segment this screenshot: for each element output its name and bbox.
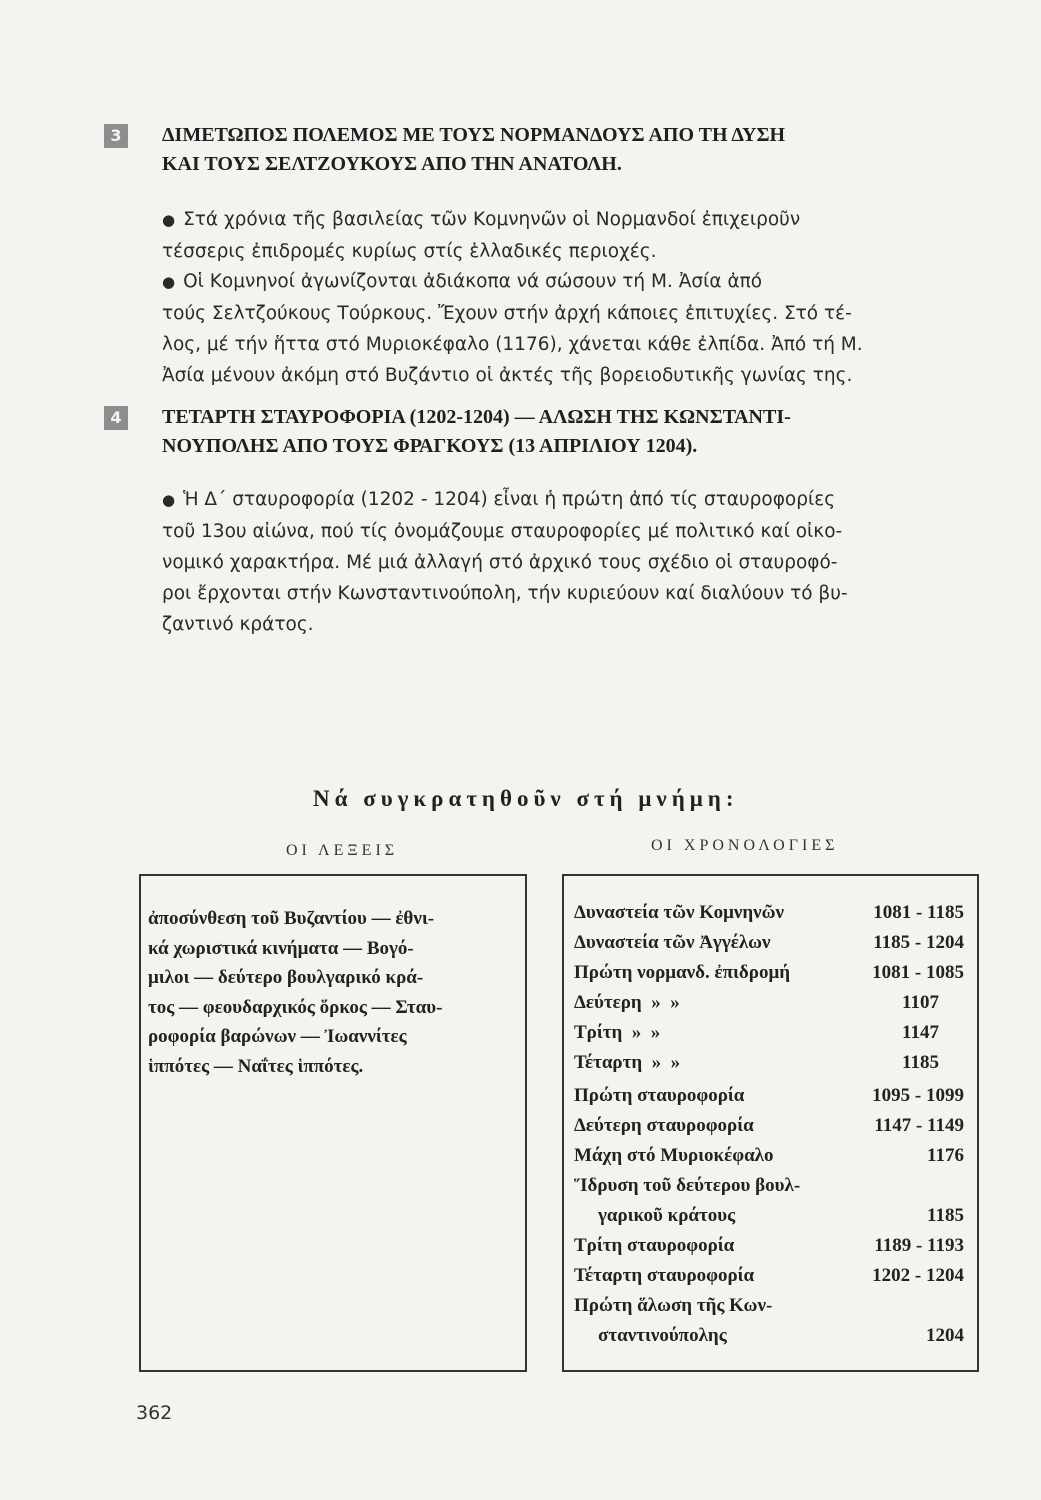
paragraph-line: ● Οἱ Κομνηνοί ἀγωνίζονται ἀδιάκοπα νά σώσουν τή Μ. Ἀσία ἀπό (162, 271, 763, 292)
paragraph-line: λος, μέ τήν ἥττα στό Μυριοκέφαλο (1176), χάνεται κάθε ἐλπίδα. Ἀπό τή Μ. (162, 334, 863, 355)
timeline-label: Δεύτερη » » (574, 992, 680, 1013)
paragraph-line: Ἀσία μένουν ἀκόμη στό Βυζάντιο οἱ ἀκτές τῆς βορειοδυτικῆς γωνίας της. (162, 365, 853, 386)
timeline-row (574, 992, 964, 1022)
words-line: τος — φεουδαρχικός ὅρκος — Σταυ- (148, 996, 443, 1018)
timeline-label: Μάχη στό Μυριοκέφαλο (574, 1145, 774, 1166)
paragraph-line: ζαντινό κράτος. (162, 614, 314, 635)
timeline-row (574, 1175, 964, 1205)
timeline-label: Πρώτη νορμανδ. ἐπιδρομή (574, 962, 791, 983)
timeline-label: Δυναστεία τῶν Ἀγγέλων (574, 932, 771, 953)
timeline-year: 1081 - 1185 (873, 902, 964, 923)
heading-line: ΤΕΤΑΡΤΗ ΣΤΑΥΡΟΦΟΡΙΑ (1202-1204) — ΑΛΩΣΗ ΤΗΣ ΚΩΝΣΤΑΝΤΙ- (162, 406, 791, 428)
timeline-row (574, 932, 964, 962)
section-number-badge: 4 (104, 406, 128, 430)
timeline-label: Δεύτερη σταυροφορία (574, 1115, 754, 1136)
words-line: μιλοι — δεύτερο βουλγαρικό κρά- (148, 967, 424, 988)
paragraph-line: ροι ἔρχονται στήν Κωνσταντινούπολη, τήν κυριεύουν καί διαλύουν τό βυ- (162, 583, 848, 604)
timeline-label: Τέταρτη » » (574, 1052, 681, 1073)
section-3-heading (162, 121, 785, 179)
timeline-row (574, 962, 964, 992)
timeline-row (574, 1145, 964, 1175)
timeline-year: 1147 - 1149 (874, 1115, 964, 1136)
paragraph-line: ● Ἡ Δ΄ σταυροφορία (1202 - 1204) εἶναι ἡ πρώτη ἀπό τίς σταυροφορίες (162, 489, 836, 510)
timeline-row (574, 1052, 964, 1082)
page-number: 362 (136, 1402, 173, 1424)
dates-column-title: ΟΙ ΧΡΟΝΟΛΟΓΙΕΣ (651, 837, 839, 854)
words-line: κά χωριστικά κινήματα — Βογό- (148, 937, 414, 959)
timeline-row (574, 1295, 964, 1325)
timeline-year: 1185 (902, 1052, 939, 1073)
section-4-heading (162, 403, 791, 461)
words-line: ἱππότες — Ναΐτες ἱππότες. (148, 1055, 364, 1077)
words-column-title: ΟΙ ΛΕΞΕΙΣ (286, 842, 399, 859)
memo-title: Νά συγκρατηθοῦν στή μνήμη: (313, 786, 739, 811)
words-line: ἀποσύνθεση τοῦ Βυζαντίου — ἐθνι- (148, 908, 435, 929)
section-4-paragraph (162, 484, 942, 640)
timeline-label: Τέταρτη σταυροφορία (574, 1265, 755, 1286)
timeline-row (574, 1235, 964, 1265)
timeline-year: 1095 - 1099 (872, 1085, 964, 1106)
bullet-icon: ● (162, 211, 176, 229)
timeline-label: Πρώτη ἅλωση τῆς Κων- (574, 1295, 773, 1316)
words-line: ροφορία βαρώνων — Ἰωαννίτες (148, 1026, 407, 1047)
timeline-year: 1081 - 1085 (872, 962, 964, 983)
timeline-row (574, 1325, 964, 1355)
timeline-label: Τρίτη σταυροφορία (574, 1235, 735, 1256)
paragraph-line: ● Στά χρόνια τῆς βασιλείας τῶν Κομνηνῶν οἱ Νορμανδοί ἐπιχειροῦν (162, 209, 801, 230)
heading-line: ΝΟΥΠΟΛΗΣ ΑΠΟ ΤΟΥΣ ΦΡΑΓΚΟΥΣ (13 ΑΠΡΙΛΙΟΥ 1204). (162, 435, 698, 457)
timeline-row (574, 1115, 964, 1145)
section-number-badge: 3 (104, 124, 128, 148)
paragraph-line: νομικό χαρακτήρα. Μέ μιά ἀλλαγή στό ἀρχικό τους σχέδιο οἱ σταυροφό- (162, 552, 838, 573)
timeline-year: 1185 (927, 1205, 964, 1226)
timeline-year: 1202 - 1204 (872, 1265, 964, 1286)
timeline-year: 1107 (902, 992, 939, 1013)
timeline-row (574, 1265, 964, 1295)
section-3-paragraph-2 (162, 266, 942, 391)
timeline-year: 1185 - 1204 (873, 932, 964, 953)
timeline-label: Πρώτη σταυροφορία (574, 1085, 745, 1106)
section-3-paragraph-1 (162, 204, 942, 267)
timeline-label: σταντινούπολης (598, 1325, 727, 1346)
timeline-label: Ἵδρυση τοῦ δεύτερου βουλ- (574, 1175, 801, 1196)
bullet-icon: ● (162, 273, 176, 291)
words-list (148, 904, 442, 1081)
timeline-year: 1204 (926, 1325, 964, 1346)
timeline-year: 1147 (902, 1022, 939, 1043)
paragraph-line: τοῦ 13ου αἰώνα, πού τίς ὀνομάζουμε σταυροφορίες μέ πολιτικό καί οἰκο- (162, 521, 843, 542)
timeline-row (574, 902, 964, 932)
heading-line: ΔΙΜΕΤΩΠΟΣ ΠΟΛΕΜΟΣ ΜΕ ΤΟΥΣ ΝΟΡΜΑΝΔΟΥΣ ΑΠΟ ΤΗ ΔΥΣΗ (162, 124, 786, 146)
timeline-row (574, 1205, 964, 1235)
heading-line: ΚΑΙ ΤΟΥΣ ΣΕΛΤΖΟΥΚΟΥΣ ΑΠΟ ΤΗΝ ΑΝΑΤΟΛΗ. (162, 153, 622, 175)
timeline-label: Δυναστεία τῶν Κομνηνῶν (574, 902, 785, 923)
timeline-label: Τρίτη » » (574, 1022, 661, 1043)
timeline-year: 1176 (927, 1145, 964, 1166)
paragraph-line: τούς Σελτζούκους Τούρκους. Ἔχουν στήν ἀρχή κάποιες ἐπιτυχίες. Στό τέ- (162, 303, 852, 324)
timeline-row (574, 1085, 964, 1115)
timeline-row (574, 1022, 964, 1052)
bullet-icon: ● (162, 491, 176, 509)
timeline-label: γαρικοῦ κράτους (598, 1205, 736, 1226)
paragraph-line: τέσσερις ἐπιδρομές κυρίως στίς ἑλλαδικές περιοχές. (162, 241, 657, 262)
timeline-year: 1189 - 1193 (874, 1235, 964, 1256)
